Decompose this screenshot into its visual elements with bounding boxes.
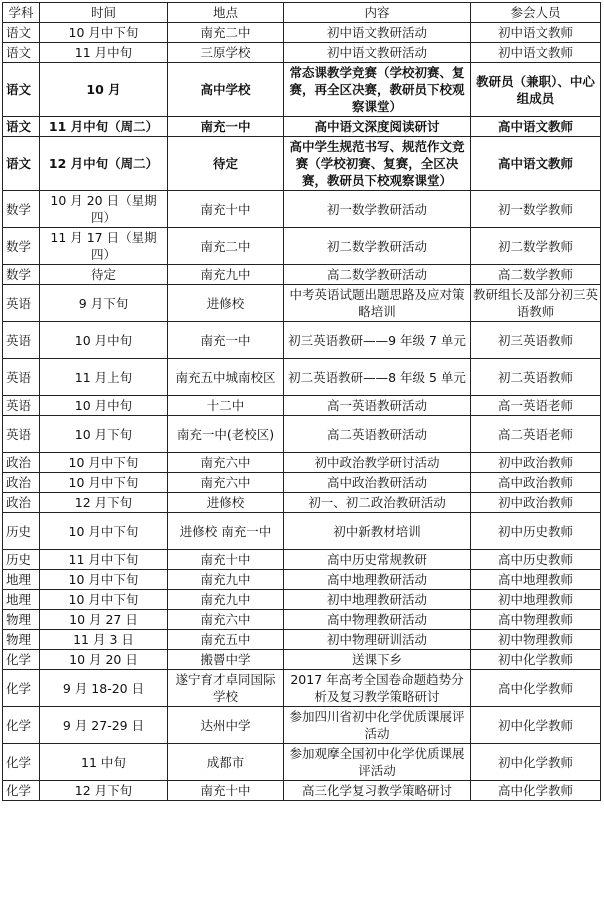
cell-subject: 政治 — [3, 493, 40, 513]
cell-subject: 英语 — [3, 322, 40, 359]
table-row — [3, 416, 601, 453]
cell-time: 10 月 27 日 — [40, 610, 168, 630]
cell-place: 南充六中 — [168, 473, 284, 493]
cell-attendees: 高中历史教师 — [471, 550, 601, 570]
cell-place: 进修校 南充一中 — [168, 513, 284, 550]
cell-place: 南充五中 — [168, 630, 284, 650]
cell-place: 南充十中 — [168, 191, 284, 228]
cell-content: 初中语文教研活动 — [284, 43, 471, 63]
cell-content: 初中语文教研活动 — [284, 23, 471, 43]
cell-subject: 语文 — [3, 63, 40, 117]
table-row — [3, 493, 601, 513]
cell-content: 送课下乡 — [284, 650, 471, 670]
cell-place: 南充六中 — [168, 610, 284, 630]
cell-subject: 地理 — [3, 570, 40, 590]
cell-time: 10 月中下旬 — [40, 570, 168, 590]
table-row — [3, 359, 601, 396]
cell-attendees: 高二数学教师 — [471, 265, 601, 285]
cell-time: 待定 — [40, 265, 168, 285]
cell-attendees: 初中历史教师 — [471, 513, 601, 550]
table-row — [3, 650, 601, 670]
table-row — [3, 744, 601, 781]
cell-content: 高三化学复习教学策略研讨 — [284, 781, 471, 801]
cell-subject: 英语 — [3, 416, 40, 453]
cell-time: 12 月下旬 — [40, 493, 168, 513]
cell-place: 南充九中 — [168, 265, 284, 285]
cell-attendees: 高中地理教师 — [471, 570, 601, 590]
cell-subject: 化学 — [3, 744, 40, 781]
cell-time: 10 月 20 日 — [40, 650, 168, 670]
cell-place: 南充十中 — [168, 550, 284, 570]
cell-place: 南充一中(老校区) — [168, 416, 284, 453]
table-row — [3, 322, 601, 359]
cell-place: 搬罾中学 — [168, 650, 284, 670]
cell-content: 初三英语教研——9 年级 7 单元 — [284, 322, 471, 359]
cell-time: 11 月 17 日（星期四） — [40, 228, 168, 265]
cell-place: 南充二中 — [168, 23, 284, 43]
cell-content: 初一、初二政治教研活动 — [284, 493, 471, 513]
cell-subject: 英语 — [3, 359, 40, 396]
table-body — [3, 23, 601, 801]
cell-time: 10 月 — [40, 63, 168, 117]
cell-time: 10 月中旬 — [40, 322, 168, 359]
cell-time: 11 月中下旬 — [40, 550, 168, 570]
cell-attendees: 高二英语老师 — [471, 416, 601, 453]
table-row — [3, 590, 601, 610]
cell-content: 高一英语教研活动 — [284, 396, 471, 416]
cell-time: 11 月中旬（周二） — [40, 117, 168, 137]
table-row — [3, 137, 601, 191]
cell-attendees: 高中政治教师 — [471, 473, 601, 493]
cell-time: 10 月中下旬 — [40, 473, 168, 493]
cell-attendees: 初中地理教师 — [471, 590, 601, 610]
cell-attendees: 教研组长及部分初三英语教师 — [471, 285, 601, 322]
cell-subject: 物理 — [3, 630, 40, 650]
table-row — [3, 396, 601, 416]
cell-content: 高二英语教研活动 — [284, 416, 471, 453]
cell-time: 12 月中旬（周二） — [40, 137, 168, 191]
cell-place: 南充六中 — [168, 453, 284, 473]
cell-attendees: 初中政治教师 — [471, 493, 601, 513]
table-row — [3, 610, 601, 630]
cell-time: 9 月 18-20 日 — [40, 670, 168, 707]
table-row — [3, 453, 601, 473]
table-row — [3, 23, 601, 43]
table-row — [3, 191, 601, 228]
header-attendees: 参会人员 — [471, 3, 601, 23]
cell-subject: 语文 — [3, 43, 40, 63]
cell-place: 高中学校 — [168, 63, 284, 117]
cell-time: 10 月中旬 — [40, 396, 168, 416]
table-row — [3, 781, 601, 801]
cell-place: 遂宁育才卓同国际学校 — [168, 670, 284, 707]
header-row — [3, 3, 601, 23]
cell-place: 南充二中 — [168, 228, 284, 265]
cell-place: 待定 — [168, 137, 284, 191]
cell-place: 成都市 — [168, 744, 284, 781]
cell-content: 初中政治教学研讨活动 — [284, 453, 471, 473]
cell-content: 2017 年高考全国卷命题趋势分析及复习教学策略研讨 — [284, 670, 471, 707]
cell-subject: 英语 — [3, 285, 40, 322]
cell-time: 9 月 27-29 日 — [40, 707, 168, 744]
cell-content: 初二英语教研——8 年级 5 单元 — [284, 359, 471, 396]
cell-content: 参加四川省初中化学优质课展评活动 — [284, 707, 471, 744]
cell-place: 进修校 — [168, 493, 284, 513]
table-row — [3, 43, 601, 63]
table-row — [3, 228, 601, 265]
cell-content: 高中语文深度阅读研讨 — [284, 117, 471, 137]
cell-attendees: 初中化学教师 — [471, 744, 601, 781]
cell-subject: 数学 — [3, 191, 40, 228]
cell-time: 12 月下旬 — [40, 781, 168, 801]
cell-attendees: 教研员（兼职）、中心组成员 — [471, 63, 601, 117]
cell-content: 高中学生规范书写、规范作文竞赛（学校初赛、复赛，全区决赛，教研员下校观察课堂） — [284, 137, 471, 191]
table-row — [3, 670, 601, 707]
cell-attendees: 初中语文教师 — [471, 23, 601, 43]
cell-content: 高中政治教研活动 — [284, 473, 471, 493]
cell-attendees: 高中物理教师 — [471, 610, 601, 630]
table-row — [3, 265, 601, 285]
table-row — [3, 285, 601, 322]
cell-content: 初中新教材培训 — [284, 513, 471, 550]
cell-attendees: 初中政治教师 — [471, 453, 601, 473]
cell-attendees: 初中化学教师 — [471, 650, 601, 670]
activity-schedule-table — [2, 2, 601, 801]
cell-content: 初中物理研训活动 — [284, 630, 471, 650]
cell-place: 南充一中 — [168, 117, 284, 137]
cell-attendees: 初三英语教师 — [471, 322, 601, 359]
cell-place: 南充一中 — [168, 322, 284, 359]
cell-attendees: 初二英语教师 — [471, 359, 601, 396]
cell-place: 三原学校 — [168, 43, 284, 63]
cell-subject: 化学 — [3, 707, 40, 744]
cell-content: 初一数学教研活动 — [284, 191, 471, 228]
cell-subject: 英语 — [3, 396, 40, 416]
cell-content: 常态课教学竞赛（学校初赛、复赛，再全区决赛，教研员下校观察课堂） — [284, 63, 471, 117]
cell-time: 11 月上旬 — [40, 359, 168, 396]
cell-time: 11 月 3 日 — [40, 630, 168, 650]
cell-content: 高二数学教研活动 — [284, 265, 471, 285]
table-row — [3, 707, 601, 744]
cell-subject: 地理 — [3, 590, 40, 610]
cell-place: 十二中 — [168, 396, 284, 416]
cell-time: 11 中旬 — [40, 744, 168, 781]
cell-subject: 物理 — [3, 610, 40, 630]
cell-subject: 历史 — [3, 550, 40, 570]
cell-attendees: 初二数学教师 — [471, 228, 601, 265]
cell-place: 南充十中 — [168, 781, 284, 801]
cell-content: 高中历史常规教研 — [284, 550, 471, 570]
cell-subject: 化学 — [3, 670, 40, 707]
cell-attendees: 高中化学教师 — [471, 781, 601, 801]
cell-time: 11 月中旬 — [40, 43, 168, 63]
cell-content: 高中地理教研活动 — [284, 570, 471, 590]
cell-content: 高中物理教研活动 — [284, 610, 471, 630]
table-row — [3, 513, 601, 550]
cell-place: 达州中学 — [168, 707, 284, 744]
cell-place: 南充九中 — [168, 590, 284, 610]
header-time: 时间 — [40, 3, 168, 23]
table-row — [3, 630, 601, 650]
cell-subject: 语文 — [3, 23, 40, 43]
cell-time: 10 月中下旬 — [40, 453, 168, 473]
cell-content: 初中地理教研活动 — [284, 590, 471, 610]
cell-subject: 历史 — [3, 513, 40, 550]
table-row — [3, 63, 601, 117]
cell-attendees: 高中化学教师 — [471, 670, 601, 707]
cell-place: 进修校 — [168, 285, 284, 322]
table-row — [3, 550, 601, 570]
cell-subject: 语文 — [3, 137, 40, 191]
cell-attendees: 高中语文教师 — [471, 137, 601, 191]
cell-time: 10 月中下旬 — [40, 23, 168, 43]
cell-time: 9 月下旬 — [40, 285, 168, 322]
cell-place: 南充五中城南校区 — [168, 359, 284, 396]
cell-time: 10 月 20 日（星期四） — [40, 191, 168, 228]
cell-attendees: 初中化学教师 — [471, 707, 601, 744]
cell-subject: 政治 — [3, 453, 40, 473]
table-row — [3, 473, 601, 493]
cell-subject: 语文 — [3, 117, 40, 137]
cell-attendees: 高中语文教师 — [471, 117, 601, 137]
table-row — [3, 117, 601, 137]
cell-subject: 化学 — [3, 781, 40, 801]
header-content: 内容 — [284, 3, 471, 23]
cell-attendees: 高一英语老师 — [471, 396, 601, 416]
cell-content: 初二数学教研活动 — [284, 228, 471, 265]
cell-content: 参加观摩全国初中化学优质课展评活动 — [284, 744, 471, 781]
cell-content: 中考英语试题出题思路及应对策略培训 — [284, 285, 471, 322]
cell-place: 南充九中 — [168, 570, 284, 590]
cell-subject: 数学 — [3, 265, 40, 285]
cell-attendees: 初中语文教师 — [471, 43, 601, 63]
cell-time: 10 月下旬 — [40, 416, 168, 453]
cell-attendees: 初中物理教师 — [471, 630, 601, 650]
cell-attendees: 初一数学教师 — [471, 191, 601, 228]
cell-subject: 政治 — [3, 473, 40, 493]
cell-time: 10 月中下旬 — [40, 513, 168, 550]
header-subject: 学科 — [3, 3, 40, 23]
table-row — [3, 570, 601, 590]
cell-time: 10 月中下旬 — [40, 590, 168, 610]
cell-subject: 数学 — [3, 228, 40, 265]
header-place: 地点 — [168, 3, 284, 23]
cell-subject: 化学 — [3, 650, 40, 670]
